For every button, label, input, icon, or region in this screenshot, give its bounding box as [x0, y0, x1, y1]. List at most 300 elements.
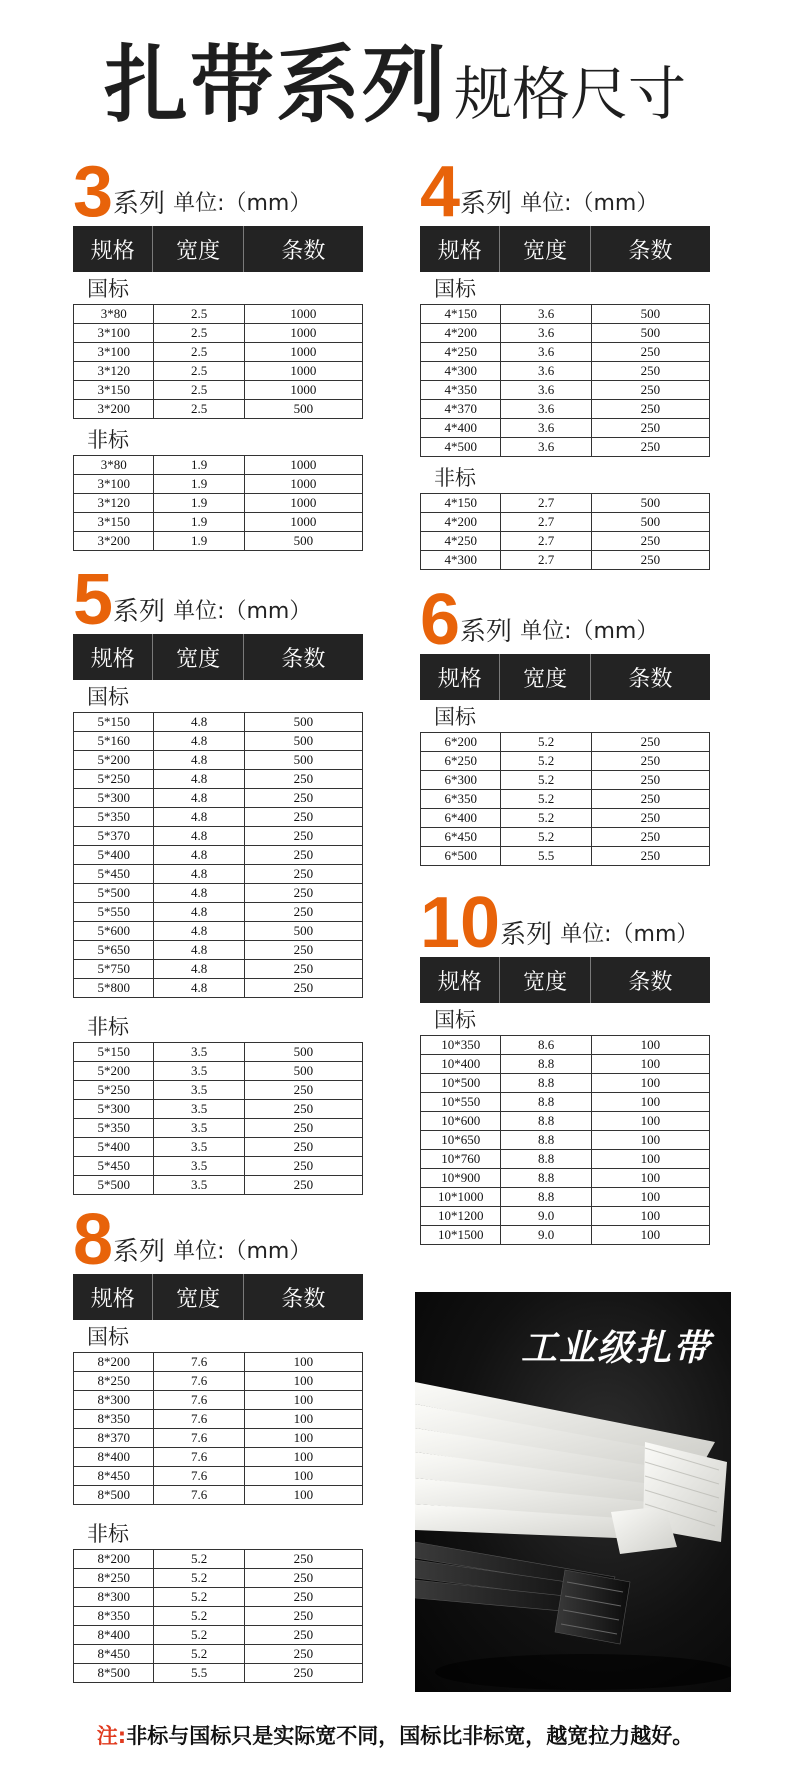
table-row — [74, 1448, 362, 1467]
cell-count: 100 — [591, 1093, 709, 1111]
table-row — [74, 1157, 362, 1176]
table-row — [421, 532, 709, 551]
cell-spec: 8*450 — [97, 1646, 130, 1661]
cell-width: 3.6 — [500, 400, 590, 418]
table-row — [74, 400, 362, 419]
section-unit: 单位:（mm） — [520, 619, 659, 644]
cell-spec: 5*250 — [97, 1082, 130, 1097]
table-row — [74, 1391, 362, 1410]
cell-spec: 3*150 — [97, 514, 130, 529]
cell-count: 1000 — [244, 494, 362, 512]
white-ties — [415, 1382, 727, 1554]
cell-width: 1.9 — [153, 475, 243, 493]
cell-width: 4.8 — [153, 751, 243, 769]
table-row — [421, 809, 709, 828]
table-row — [421, 1150, 709, 1169]
cell-count: 100 — [591, 1055, 709, 1073]
cell-spec: 5*450 — [97, 866, 130, 881]
section-6-series — [420, 580, 710, 870]
section-unit: 单位:（mm） — [173, 191, 312, 216]
section-4-series — [420, 152, 710, 574]
cell-width: 4.8 — [153, 903, 243, 921]
cell-spec: 6*200 — [444, 734, 477, 749]
table-row — [74, 903, 362, 922]
cell-spec: 4*370 — [444, 401, 477, 416]
cell-spec: 8*450 — [97, 1468, 130, 1483]
col-spec: 规格 — [437, 238, 482, 264]
table-row — [421, 1055, 709, 1074]
page-title-sub: 规格尺寸 — [454, 60, 687, 128]
cell-width: 4.8 — [153, 865, 243, 883]
cell-count: 250 — [244, 1176, 362, 1194]
cell-spec: 4*200 — [444, 514, 477, 529]
table-row — [421, 1188, 709, 1207]
cell-width: 8.8 — [500, 1055, 590, 1073]
cell-spec: 10*1000 — [437, 1189, 484, 1204]
cell-count: 250 — [244, 1119, 362, 1137]
cell-count: 250 — [244, 846, 362, 864]
cell-count: 250 — [244, 1081, 362, 1099]
col-width: 宽度 — [499, 654, 589, 700]
cell-count: 500 — [244, 922, 362, 940]
table-row — [74, 343, 362, 362]
table-row — [421, 343, 709, 362]
cell-width: 2.7 — [500, 513, 590, 531]
cell-width: 4.8 — [153, 941, 243, 959]
table-row — [74, 922, 362, 941]
cell-width: 2.5 — [153, 343, 243, 361]
cell-count: 250 — [244, 1607, 362, 1625]
cell-spec: 3*100 — [97, 344, 130, 359]
section-unit: 单位:（mm） — [560, 922, 699, 947]
cell-count: 500 — [591, 305, 709, 323]
cell-width: 5.5 — [153, 1664, 243, 1682]
table-row — [421, 551, 709, 570]
cell-spec: 4*200 — [444, 325, 477, 340]
table-row — [74, 305, 362, 324]
cell-width: 5.2 — [500, 790, 590, 808]
column-header — [420, 957, 710, 1003]
table-row — [74, 1588, 362, 1607]
table-row — [74, 789, 362, 808]
page-title-main: 扎带系列 — [103, 36, 448, 134]
col-count: 条数 — [590, 654, 710, 700]
cell-spec: 5*350 — [97, 809, 130, 824]
spec-table — [420, 732, 710, 866]
cell-count: 250 — [244, 1626, 362, 1644]
cell-width: 8.8 — [500, 1131, 590, 1149]
table-row — [421, 1226, 709, 1245]
cell-width: 9.0 — [500, 1226, 590, 1244]
table-row — [74, 1626, 362, 1645]
section-number: 5 — [73, 560, 114, 640]
cell-spec: 3*120 — [97, 363, 130, 378]
cell-count: 250 — [591, 733, 709, 751]
table-row — [74, 381, 362, 400]
table-row — [74, 1607, 362, 1626]
cell-count: 250 — [244, 1157, 362, 1175]
cell-width: 5.2 — [500, 809, 590, 827]
cell-width: 4.8 — [153, 922, 243, 940]
cell-spec: 8*250 — [97, 1570, 130, 1585]
col-count: 条数 — [590, 957, 710, 1003]
cell-width: 4.8 — [153, 884, 243, 902]
cell-width: 8.8 — [500, 1093, 590, 1111]
cell-width: 7.6 — [153, 1372, 243, 1390]
cell-count: 250 — [244, 884, 362, 902]
cell-spec: 5*600 — [97, 923, 130, 938]
cell-count: 250 — [591, 828, 709, 846]
cell-spec: 3*150 — [97, 382, 130, 397]
cell-width: 8.8 — [500, 1188, 590, 1206]
cell-count: 250 — [591, 771, 709, 789]
cell-width: 8.8 — [500, 1169, 590, 1187]
cell-spec: 3*120 — [97, 495, 130, 510]
cell-width: 4.8 — [153, 808, 243, 826]
cell-width: 3.6 — [500, 362, 590, 380]
table-row — [74, 1486, 362, 1505]
cell-width: 2.7 — [500, 551, 590, 569]
cell-width: 4.8 — [153, 789, 243, 807]
cell-count: 100 — [244, 1467, 362, 1485]
section-header — [73, 152, 363, 232]
cell-count: 100 — [244, 1410, 362, 1428]
cell-spec: 6*300 — [444, 772, 477, 787]
table-row — [74, 1138, 362, 1157]
section-unit: 单位:（mm） — [173, 599, 312, 624]
table-row — [74, 827, 362, 846]
section-number: 3 — [73, 152, 114, 232]
cell-spec: 5*400 — [97, 1139, 130, 1154]
cell-count: 500 — [244, 1043, 362, 1061]
cell-width: 3.5 — [153, 1119, 243, 1137]
cell-count: 250 — [591, 752, 709, 770]
spec-table — [73, 304, 363, 419]
cell-count: 500 — [244, 400, 362, 418]
cell-width: 7.6 — [153, 1410, 243, 1428]
cell-count: 250 — [591, 343, 709, 361]
section-suffix: 系列 — [500, 920, 553, 950]
section-suffix: 系列 — [460, 617, 513, 647]
cell-width: 3.5 — [153, 1157, 243, 1175]
cell-spec: 4*300 — [444, 363, 477, 378]
cell-width: 3.6 — [500, 419, 590, 437]
cell-width: 2.5 — [153, 381, 243, 399]
cell-width: 7.6 — [153, 1353, 243, 1371]
cell-count: 250 — [591, 362, 709, 380]
section-5-series — [73, 560, 363, 1199]
spec-table — [420, 493, 710, 570]
cell-spec: 6*400 — [444, 810, 477, 825]
cell-width: 5.2 — [153, 1588, 243, 1606]
cell-width: 5.2 — [153, 1550, 243, 1568]
cell-count: 1000 — [244, 513, 362, 531]
cell-count: 250 — [244, 903, 362, 921]
cell-count: 250 — [591, 790, 709, 808]
column-header — [73, 634, 363, 680]
cell-width: 5.2 — [153, 1645, 243, 1663]
cell-width: 5.2 — [500, 771, 590, 789]
product-photo — [415, 1292, 731, 1692]
cell-count: 500 — [591, 494, 709, 512]
table-row — [74, 1410, 362, 1429]
cell-spec: 4*350 — [444, 382, 477, 397]
cell-count: 250 — [591, 438, 709, 456]
section-suffix: 系列 — [460, 189, 513, 219]
cell-count: 1000 — [244, 343, 362, 361]
table-row — [74, 960, 362, 979]
table-row — [74, 456, 362, 475]
section-8-series — [73, 1200, 363, 1687]
column-header — [73, 1274, 363, 1320]
section-header — [420, 580, 710, 660]
cell-count: 100 — [591, 1207, 709, 1225]
cell-spec: 6*500 — [444, 848, 477, 863]
cell-count: 250 — [244, 770, 362, 788]
table-row — [421, 847, 709, 866]
cell-count: 250 — [591, 532, 709, 550]
cell-count: 250 — [244, 1138, 362, 1156]
cell-spec: 5*370 — [97, 828, 130, 843]
cell-count: 250 — [591, 419, 709, 437]
table-row — [74, 494, 362, 513]
column-header — [420, 654, 710, 700]
cell-width: 3.5 — [153, 1043, 243, 1061]
cell-spec: 4*250 — [444, 344, 477, 359]
cell-width: 3.6 — [500, 305, 590, 323]
cell-count: 1000 — [244, 381, 362, 399]
cell-width: 5.2 — [500, 733, 590, 751]
cell-spec: 6*450 — [444, 829, 477, 844]
cell-count: 100 — [591, 1188, 709, 1206]
section-header — [73, 1200, 363, 1280]
cell-width: 8.6 — [500, 1036, 590, 1054]
col-spec: 规格 — [90, 238, 135, 264]
table-row — [74, 713, 362, 732]
cell-width: 4.8 — [153, 846, 243, 864]
table-row — [74, 1569, 362, 1588]
col-width: 宽度 — [152, 1274, 242, 1320]
cell-count: 250 — [244, 865, 362, 883]
cell-count: 100 — [244, 1448, 362, 1466]
spec-table — [73, 1549, 363, 1683]
table-row — [74, 884, 362, 903]
cell-width: 5.5 — [500, 847, 590, 865]
table-row — [74, 362, 362, 381]
cell-spec: 6*350 — [444, 791, 477, 806]
col-width: 宽度 — [499, 957, 589, 1003]
section-unit: 单位:（mm） — [520, 191, 659, 216]
table-row — [421, 324, 709, 343]
cell-spec: 4*150 — [444, 306, 477, 321]
group-label-standard: 国标 — [87, 1325, 129, 1349]
cell-count: 100 — [591, 1112, 709, 1130]
cell-count: 250 — [244, 1550, 362, 1568]
cell-width: 4.8 — [153, 713, 243, 731]
cell-width: 7.6 — [153, 1467, 243, 1485]
section-number: 4 — [420, 152, 461, 232]
cell-count: 250 — [591, 551, 709, 569]
cell-width: 2.5 — [153, 324, 243, 342]
table-row — [74, 1176, 362, 1195]
cell-width: 3.5 — [153, 1138, 243, 1156]
col-width: 宽度 — [152, 226, 242, 272]
cell-width: 4.8 — [153, 979, 243, 997]
col-count: 条数 — [590, 226, 710, 272]
table-row — [74, 1645, 362, 1664]
table-row — [74, 941, 362, 960]
cell-width: 4.8 — [153, 732, 243, 750]
photo-title: 工业级扎带 — [520, 1328, 711, 1369]
cell-width: 9.0 — [500, 1207, 590, 1225]
table-row — [421, 305, 709, 324]
cell-spec: 3*80 — [100, 306, 127, 321]
cell-count: 100 — [244, 1353, 362, 1371]
cell-width: 2.5 — [153, 400, 243, 418]
cell-count: 250 — [244, 960, 362, 978]
table-row — [74, 1081, 362, 1100]
cell-count: 500 — [591, 324, 709, 342]
cell-spec: 3*100 — [97, 325, 130, 340]
table-row — [421, 1131, 709, 1150]
cell-spec: 5*400 — [97, 847, 130, 862]
cell-width: 3.5 — [153, 1062, 243, 1080]
table-row — [421, 494, 709, 513]
col-width: 宽度 — [152, 634, 242, 680]
group-label-standard: 国标 — [87, 277, 129, 301]
cell-count: 1000 — [244, 362, 362, 380]
table-row — [421, 400, 709, 419]
cell-width: 8.8 — [500, 1112, 590, 1130]
spec-table — [73, 712, 363, 998]
cell-count: 250 — [244, 941, 362, 959]
cell-spec: 3*200 — [97, 533, 130, 548]
cell-width: 7.6 — [153, 1391, 243, 1409]
cell-spec: 8*400 — [97, 1449, 130, 1464]
table-row — [74, 1062, 362, 1081]
table-row — [74, 1100, 362, 1119]
cell-spec: 5*450 — [97, 1158, 130, 1173]
cell-width: 7.6 — [153, 1486, 243, 1504]
cell-width: 1.9 — [153, 532, 243, 550]
table-row — [74, 732, 362, 751]
spec-table — [420, 1035, 710, 1245]
table-row — [74, 1429, 362, 1448]
cell-count: 100 — [244, 1486, 362, 1504]
col-spec: 规格 — [437, 969, 482, 995]
table-row — [421, 733, 709, 752]
cell-spec: 5*550 — [97, 904, 130, 919]
cell-spec: 4*300 — [444, 552, 477, 567]
cell-count: 250 — [244, 1588, 362, 1606]
cell-width: 5.2 — [153, 1569, 243, 1587]
cell-count: 1000 — [244, 305, 362, 323]
cell-spec: 8*200 — [97, 1354, 130, 1369]
col-width: 宽度 — [499, 226, 589, 272]
cell-count: 500 — [244, 732, 362, 750]
footnote — [0, 1720, 790, 1750]
cell-count: 100 — [591, 1036, 709, 1054]
group-label-standard: 国标 — [434, 1008, 476, 1032]
cell-spec: 8*200 — [97, 1551, 130, 1566]
cell-width: 2.7 — [500, 494, 590, 512]
table-row — [74, 865, 362, 884]
spec-table — [73, 1352, 363, 1505]
cell-count: 500 — [244, 751, 362, 769]
table-row — [74, 770, 362, 789]
cell-width: 7.6 — [153, 1429, 243, 1447]
cell-width: 8.8 — [500, 1150, 590, 1168]
cell-count: 250 — [244, 1100, 362, 1118]
cell-count: 500 — [591, 513, 709, 531]
cell-count: 250 — [591, 381, 709, 399]
cell-width: 5.2 — [153, 1626, 243, 1644]
col-spec: 规格 — [437, 666, 482, 692]
cell-spec: 5*200 — [97, 1063, 130, 1078]
cell-count: 250 — [244, 789, 362, 807]
table-row — [421, 1207, 709, 1226]
cell-width: 3.5 — [153, 1100, 243, 1118]
cell-width: 4.8 — [153, 827, 243, 845]
cell-count: 250 — [244, 1569, 362, 1587]
cell-width: 1.9 — [153, 494, 243, 512]
table-row — [74, 532, 362, 551]
cell-spec: 8*300 — [97, 1589, 130, 1604]
section-header — [73, 560, 363, 640]
cell-spec: 8*500 — [97, 1665, 130, 1680]
cell-count: 100 — [591, 1131, 709, 1149]
cell-spec: 5*350 — [97, 1120, 130, 1135]
table-row — [421, 362, 709, 381]
cell-count: 250 — [244, 808, 362, 826]
cell-spec: 10*400 — [441, 1056, 481, 1071]
table-row — [421, 1036, 709, 1055]
cell-width: 3.6 — [500, 324, 590, 342]
cell-spec: 5*500 — [97, 1177, 130, 1192]
section-unit: 单位:（mm） — [173, 1239, 312, 1264]
cell-spec: 5*300 — [97, 1101, 130, 1116]
cell-spec: 4*400 — [444, 420, 477, 435]
group-label-standard: 国标 — [434, 705, 476, 729]
spec-table — [73, 1042, 363, 1195]
table-row — [74, 1550, 362, 1569]
cell-width: 5.2 — [153, 1607, 243, 1625]
cell-spec: 3*100 — [97, 476, 130, 491]
cell-width: 5.2 — [500, 752, 590, 770]
section-3-series — [73, 152, 363, 555]
col-spec: 规格 — [90, 646, 135, 672]
page-title — [0, 18, 790, 139]
cell-spec: 3*200 — [97, 401, 130, 416]
cell-spec: 10*350 — [441, 1037, 481, 1052]
cell-width: 1.9 — [153, 456, 243, 474]
section-suffix: 系列 — [113, 189, 166, 219]
cell-spec: 4*150 — [444, 495, 477, 510]
cell-spec: 5*800 — [97, 980, 130, 995]
cell-spec: 8*250 — [97, 1373, 130, 1388]
table-row — [74, 846, 362, 865]
cell-spec: 5*500 — [97, 885, 130, 900]
table-row — [74, 808, 362, 827]
cell-spec: 8*400 — [97, 1627, 130, 1642]
cell-spec: 5*250 — [97, 771, 130, 786]
cell-count: 1000 — [244, 456, 362, 474]
group-label-standard: 国标 — [434, 277, 476, 301]
table-row — [74, 324, 362, 343]
cell-spec: 5*650 — [97, 942, 130, 957]
cell-count: 250 — [244, 1664, 362, 1682]
group-label-nonstandard: 非标 — [87, 1015, 129, 1039]
